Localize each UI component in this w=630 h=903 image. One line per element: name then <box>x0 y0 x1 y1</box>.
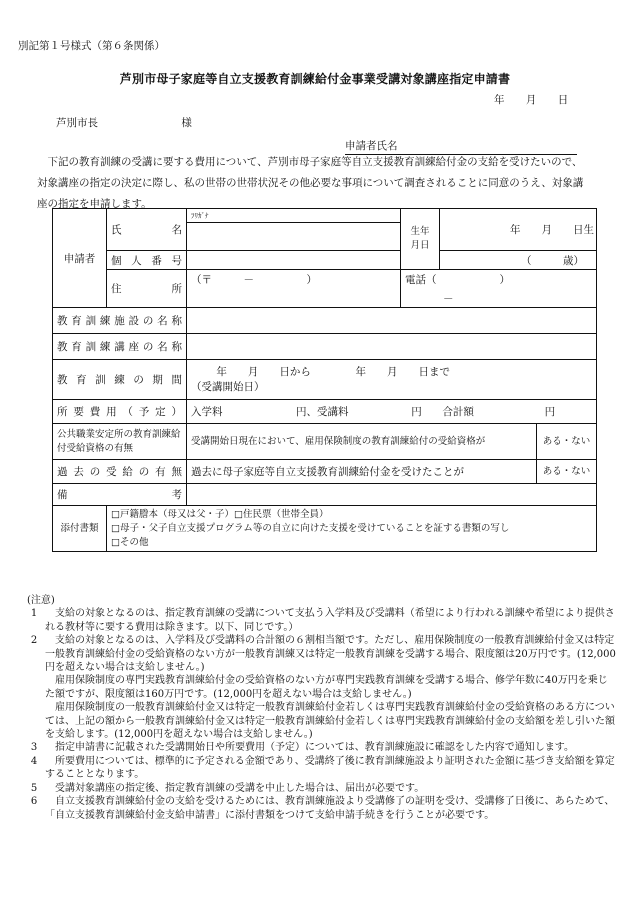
phone-field-second[interactable] <box>401 290 597 308</box>
eligibility-choice[interactable]: ある・ない <box>537 424 597 460</box>
note-number: 2 <box>30 635 38 647</box>
period-label: 教育訓練の期間 <box>53 360 187 400</box>
name-field[interactable] <box>187 223 401 251</box>
date-day-label: 日 <box>557 94 569 106</box>
note-text: 雇用保険制度の専門実践教育訓練給付金の受給資格のない方が専門実践教育訓練を受講する場合、修学年数に40万円を乗じた額ですが、限度額は160万円です。(12,000円を超えない場合は支給しません。) <box>45 675 608 700</box>
birth-date-field[interactable] <box>440 209 597 251</box>
eligibility-text: 受講開始日現在において、雇用保険制度の教育訓練給付の受給資格が <box>187 424 537 460</box>
note-text: 所要費用については、標準的に予定される金額であり、受講終了後に教育訓練施設より証明された金額に基づき支給額を算定することとなります。 <box>45 755 615 781</box>
date-line[interactable] <box>494 92 568 107</box>
address-field[interactable] <box>187 270 401 308</box>
name-label: 氏 名 <box>107 209 187 251</box>
addressee-to: 芦別市長 <box>56 117 98 129</box>
date-year-label: 年 <box>494 94 505 106</box>
age-field[interactable] <box>440 251 597 270</box>
note-item <box>27 701 617 741</box>
note-text: 支給の対象となるのは、指定教育訓練の受講について支払う入学料及び受講料（希望により行われる訓練や希望により提供される教材等に要する費用は除きます。以下、同じです。） <box>45 608 615 633</box>
cost-field[interactable] <box>187 400 597 424</box>
note-number: 6 <box>30 796 38 808</box>
furigana-field[interactable] <box>187 209 401 223</box>
remarks-label: 備 考 <box>53 484 187 506</box>
note-item <box>27 607 617 634</box>
note-item <box>27 674 617 701</box>
cost-entry-tuition: 入学料 円、受講料 <box>191 406 349 418</box>
form-id: 別記第１号様式（第６条関係） <box>18 40 165 52</box>
note-text: 指定申請書に記載された受講開始日や所要費用（予定）については、教育訓練施設に確認をした内容で通知します。 <box>55 742 574 754</box>
cost-total-label: 合計額 <box>442 406 474 418</box>
attachment-checkbox-1[interactable]: □戸籍謄本（母又は父・子）□住民票（世帯全員） <box>111 508 329 520</box>
intro-text: 下記の教育訓練の受講に要する費用について、芦別市母子家庭等自立支援教育訓練給付金の支給を受けたいので、対象講座の指定の決定に際し、私の世帯の世帯状況その他必要な事項について調査されることに同意のうえ、対象講座の指定を申請します。 <box>37 156 584 210</box>
date-month-label: 月 <box>525 94 537 106</box>
phone-label: 電話（ ） <box>405 274 510 287</box>
note-item <box>27 795 617 822</box>
age-value: （ 歳） <box>521 254 584 267</box>
facility-label: 教育訓練施設の名称 <box>53 308 187 334</box>
note-number: 1 <box>30 608 38 620</box>
past-text: 過去に母子家庭等自立支援教育訓練給付金を受けたことが <box>187 460 537 484</box>
birth-label: 生年 月日 <box>401 209 440 270</box>
period-note: （受講開始日） <box>191 380 265 393</box>
personal-number-field[interactable] <box>187 251 401 270</box>
note-text: 支給の対象となるのは、入学料及び受講料の合計額の６割相当額です。ただし、雇用保険制度の一般教育訓練給付金又は特定一般教育訓練給付金の受給資格のない方が一般教育訓練又は特定一般教育訓練を受講する場合、限度額は20万円です。(12,000円を超えない場合は支給しません。) <box>45 635 616 674</box>
note-number: 3 <box>30 742 38 754</box>
period-from: 年 月 日から <box>216 365 311 378</box>
furigana-label: ﾌﾘｶﾞﾅ <box>191 212 209 220</box>
period-field[interactable] <box>187 360 597 400</box>
notes-section <box>27 594 617 822</box>
phone-dash: － <box>443 292 454 305</box>
notes-heading: (注意) <box>27 595 55 606</box>
application-table <box>52 208 597 552</box>
addressee <box>56 115 192 130</box>
period-to: 年 月 日まで <box>355 365 451 378</box>
eligibility-label: 公共職業安定所の教育訓練給付受給資格の有無 <box>53 424 187 460</box>
note-text: 雇用保険制度の一般教育訓練給付金又は特定一般教育訓練給付金若しくは専門実践教育訓練給付金の受給資格のある方については、上記の額から一般教育訓練給付金又は特定一般教育訓練給付金若しくは専門実践教育訓練給付金の支給額を差し引いた額を支給します。(12,000円を超えない場合は支給しません。) <box>45 702 615 741</box>
applicant-name-label: 申請者氏名 <box>345 140 398 152</box>
cost-total-yen: 円 <box>544 406 556 418</box>
attachment-checkbox-3[interactable]: □その他 <box>111 536 149 548</box>
remarks-field[interactable] <box>187 484 597 506</box>
birth-date-value: 年 月 日生 <box>510 224 594 236</box>
page-title: 芦別市母子家庭等自立支援教育訓練給付金事業受講対象講座指定申請書 <box>119 72 511 86</box>
note-item <box>27 782 617 795</box>
note-text: 受講対象講座の指定後、指定教育訓練の受講を中止した場合は、届出が必要です。 <box>55 782 425 794</box>
cost-yen-label: 円 <box>411 406 422 418</box>
past-choice[interactable]: ある・ない <box>537 460 597 484</box>
note-item <box>27 741 617 754</box>
note-item <box>27 634 617 674</box>
postal-code: （〒 － ） <box>191 274 317 286</box>
attachments-label: 添付書類 <box>53 506 107 552</box>
applicant-header: 申請者 <box>53 209 107 308</box>
past-label: 過去の受給の有無 <box>53 460 187 484</box>
attachments-list <box>107 506 597 552</box>
course-field[interactable] <box>187 334 597 360</box>
phone-field[interactable] <box>401 270 597 290</box>
course-label: 教育訓練講座の名称 <box>53 334 187 360</box>
note-number: 4 <box>30 755 38 767</box>
cost-label: 所要費用（予定） <box>53 400 187 424</box>
facility-field[interactable] <box>187 308 597 334</box>
note-number: 5 <box>30 782 38 794</box>
note-text: 自立支援教育訓練給付金の支給を受けるためには、教育訓練施設より受講修了の証明を受け、受講修了日後に、あらためて、「自立支援教育訓練給付金支給申請書」に添付書類をつけて支給申請手続きを行うことが必要です。 <box>45 796 615 821</box>
personal-number-label: 個人番号 <box>107 251 187 270</box>
note-item <box>27 755 617 782</box>
address-label: 住 所 <box>107 270 187 308</box>
attachment-checkbox-2[interactable]: □母子・父子自立支援プログラム等の自立に向けた支援を受けていることを証する書類の写し <box>111 522 510 534</box>
addressee-honorific: 様 <box>181 117 192 129</box>
